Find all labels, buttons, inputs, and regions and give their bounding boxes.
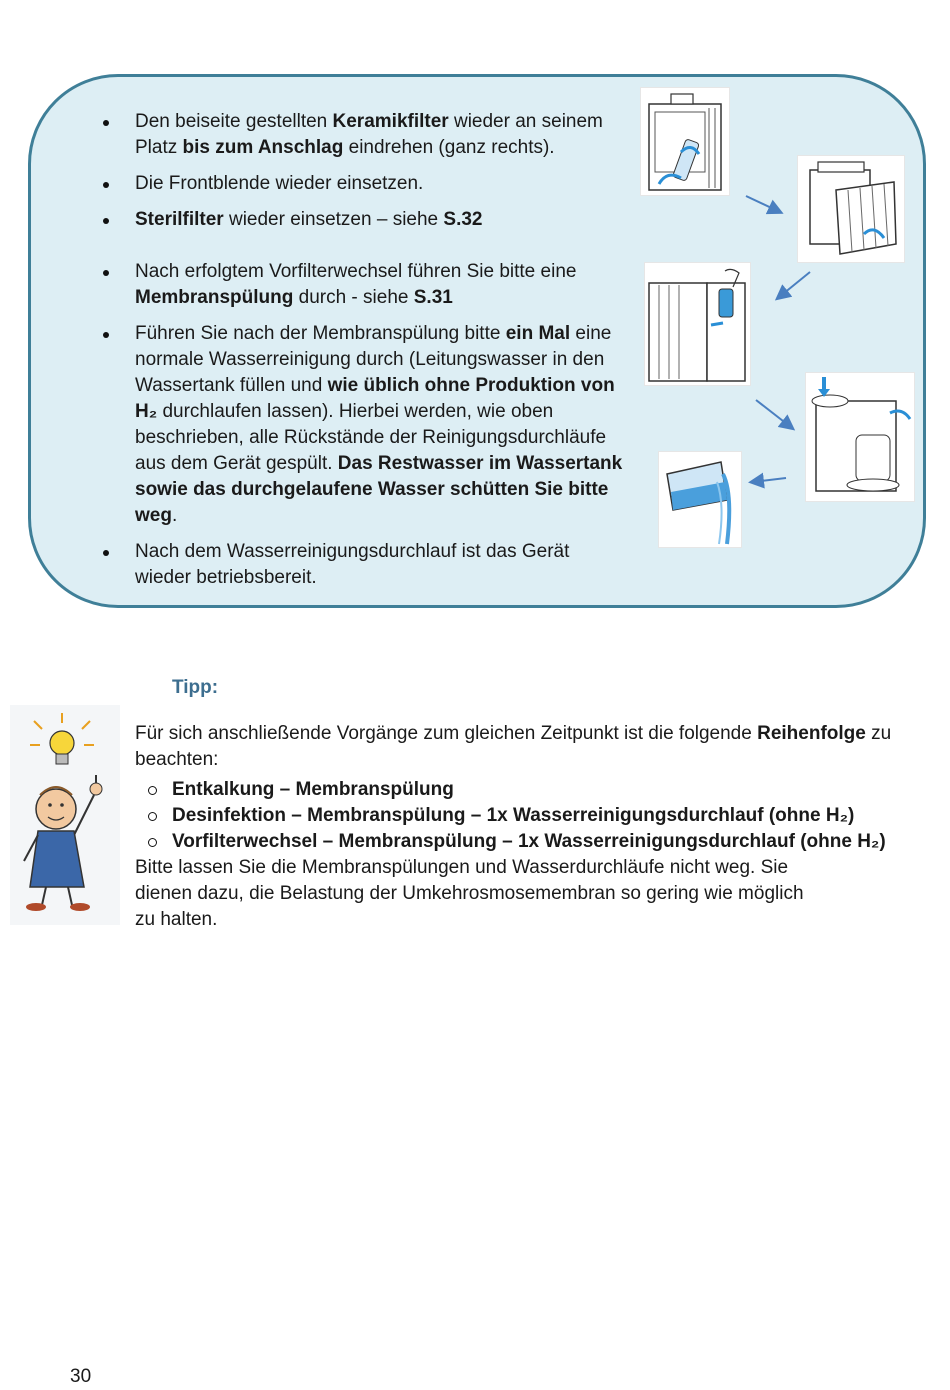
process-arrows	[730, 180, 820, 500]
tip-body	[135, 721, 895, 933]
instruction-item: Die Frontblende wieder einsetzen.	[100, 171, 630, 197]
water-tank-illustration	[806, 373, 914, 501]
page-number: 30	[70, 1366, 92, 1387]
instruction-list	[100, 109, 630, 591]
arrow-step-1	[746, 196, 780, 212]
instruction-item: Sterilfilter wieder einsetzen – siehe S.32	[100, 207, 630, 233]
instruction-item: Führen Sie nach der Membranspülung bitte ein Mal eine normale Wasserreinigung durch (Leitungswasser in den Wassertank füllen und wie üblich ohne Produktion von H₂ durchlaufen lassen). Hierbei werden, wie oben beschrieben, alle Rückstände der Reinigungsdurchläufe aus dem Gerät gespült. Das Restwasser im Wassertank sowie das durchgelaufene Wasser schütten Sie bitte weg.	[100, 321, 630, 529]
pour-water-illustration	[659, 452, 741, 547]
tip-step: Entkalkung – Membranspülung	[135, 777, 895, 803]
instruction-item: Nach erfolgtem Vorfilterwechsel führen Sie bitte eine Membranspülung durch - siehe S.31	[100, 259, 630, 311]
tip-step: Vorfilterwechsel – Membranspülung – 1x Wasserreinigungsdurchlauf (ohne H₂)	[135, 829, 895, 855]
tip-outro: Bitte lassen Sie die Membranspülungen und Wasserdurchläufe nicht weg. Sie dienen dazu, die Belastung der Umkehrosmosemembran so gering wie möglich zu halten.	[135, 857, 804, 930]
tip-intro: Für sich anschließende Vorgänge zum gleichen Zeitpunkt ist die folgende Reihenfolge zu beachten:	[135, 723, 892, 770]
tip-heading: Tipp:	[172, 677, 219, 698]
instruction-item: Den beiseite gestellten Keramikfilter wieder an seinem Platz bis zum Anschlag eindrehen (ganz rechts).	[100, 109, 630, 161]
device-filter-illustration	[641, 88, 729, 195]
arrow-step-2	[778, 272, 810, 298]
arrow-step-4	[752, 478, 786, 482]
tip-mascot-illustration	[10, 705, 120, 925]
instruction-item: Nach dem Wasserreinigungsdurchlauf ist das Gerät wieder betriebsbereit.	[100, 539, 630, 591]
tip-steps-list	[135, 777, 895, 855]
tip-step: Desinfektion – Membranspülung – 1x Wasserreinigungsdurchlauf (ohne H₂)	[135, 803, 895, 829]
arrow-step-3	[756, 400, 792, 428]
